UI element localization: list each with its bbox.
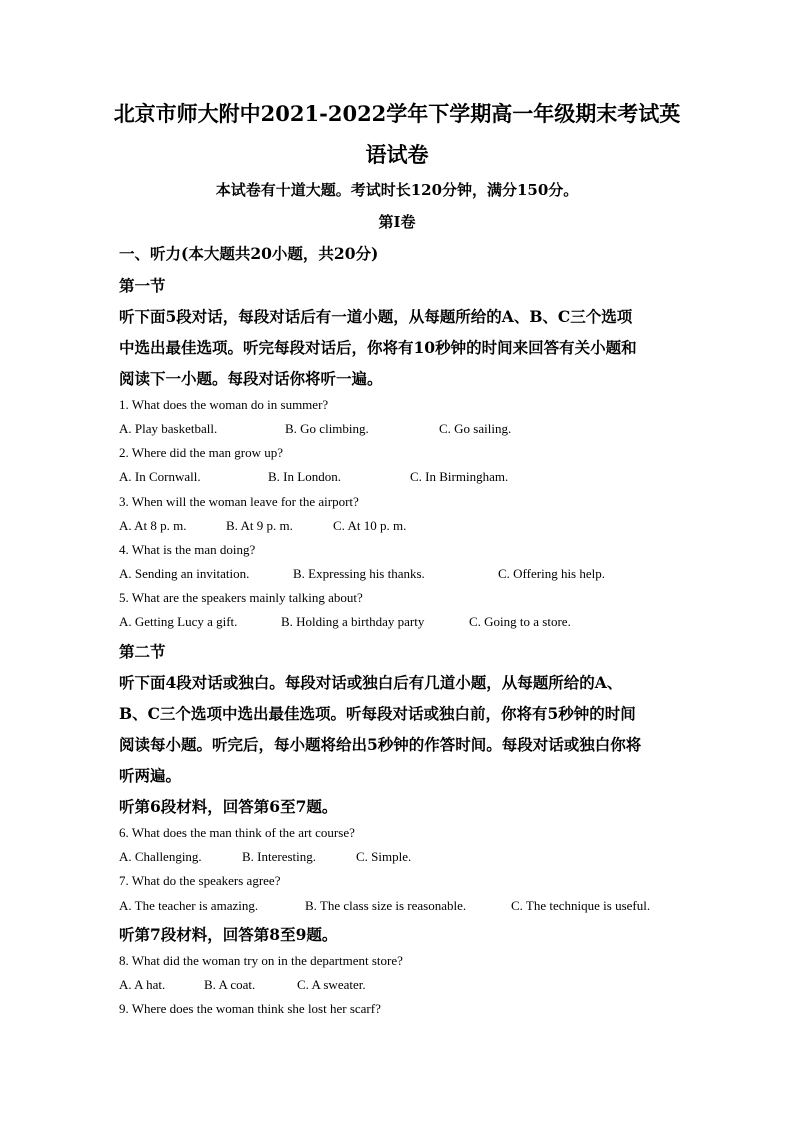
option-c: C. In Birmingham. bbox=[410, 469, 509, 484]
exam-title-line2: 语试卷 bbox=[365, 142, 429, 167]
option-a: A. A hat. bbox=[119, 977, 166, 992]
option-b: B. The class size is reasonable. bbox=[305, 898, 467, 913]
option-b: B. Go climbing. bbox=[285, 421, 369, 436]
question-stem: 3. When will the woman leave for the airport? bbox=[119, 494, 359, 509]
option-c: C. Go sailing. bbox=[439, 421, 512, 436]
part1-instruction-line: 中选出最佳选项。听完每段对话后，你将有10秒钟的时间来回答有关小题和 bbox=[119, 338, 637, 357]
option-c: C. The technique is useful. bbox=[511, 898, 651, 913]
question-stem: 6. What does the man think of the art course? bbox=[119, 825, 355, 840]
part1-instruction-line: 听下面5段对话，每段对话后有一道小题，从每题所给的A、B、C三个选项 bbox=[119, 307, 633, 326]
part2-instruction-line: 听下面4段对话或独白。每段对话或独白后有几道小题，从每题所给的A、 bbox=[119, 673, 623, 692]
option-b: B. In London. bbox=[268, 469, 341, 484]
part2-instruction-line: 阅读每小题。听完后，每小题将给出5秒钟的作答时间。每段对话或独白你将 bbox=[119, 735, 642, 754]
option-b: B. Interesting. bbox=[242, 849, 317, 864]
material-heading: 听第7段材料，回答第8至9题。 bbox=[119, 925, 338, 944]
option-a: A. Play basketball. bbox=[119, 421, 218, 436]
option-a: A. The teacher is amazing. bbox=[119, 898, 259, 913]
question-stem: 5. What are the speakers mainly talking about? bbox=[119, 590, 363, 605]
exam-info: 本试卷有十道大题。考试时长120分钟，满分150分。 bbox=[215, 181, 579, 199]
part2-heading: 第二节 bbox=[119, 642, 166, 661]
exam-title-line1: 北京市师大附中2021-2022学年下学期高一年级期末考试英 bbox=[113, 101, 681, 126]
option-a: A. Getting Lucy a gift. bbox=[119, 614, 238, 629]
part2-instruction-line: 听两遍。 bbox=[119, 766, 182, 785]
option-c: C. At 10 p. m. bbox=[333, 518, 407, 533]
option-a: A. At 8 p. m. bbox=[119, 518, 187, 533]
question-stem: 9. Where does the woman think she lost her scarf? bbox=[119, 1001, 381, 1016]
option-c: C. Simple. bbox=[356, 849, 412, 864]
question-stem: 1. What does the woman do in summer? bbox=[119, 397, 329, 412]
option-b: B. Expressing his thanks. bbox=[293, 566, 425, 581]
question-stem: 8. What did the woman try on in the department store? bbox=[119, 953, 403, 968]
part1-heading: 第一节 bbox=[119, 276, 166, 295]
option-c: C. Going to a store. bbox=[469, 614, 571, 629]
option-b: B. At 9 p. m. bbox=[226, 518, 293, 533]
question-stem: 4. What is the man doing? bbox=[119, 542, 256, 557]
option-a: A. Challenging. bbox=[119, 849, 202, 864]
part1-instruction-line: 阅读下一小题。每段对话你将听一遍。 bbox=[119, 369, 383, 388]
option-c: C. A sweater. bbox=[297, 977, 366, 992]
option-a: A. Sending an invitation. bbox=[119, 566, 250, 581]
option-b: B. Holding a birthday party bbox=[281, 614, 425, 629]
option-a: A. In Cornwall. bbox=[119, 469, 201, 484]
option-b: B. A coat. bbox=[204, 977, 256, 992]
option-c: C. Offering his help. bbox=[498, 566, 605, 581]
volume-label: 第I卷 bbox=[378, 213, 416, 231]
question-stem: 7. What do the speakers agree? bbox=[119, 873, 281, 888]
question-stem: 2. Where did the man grow up? bbox=[119, 445, 284, 460]
section-heading: 一、听力(本大题共20小题，共20分) bbox=[119, 244, 379, 263]
part2-instruction-line: B、C三个选项中选出最佳选项。听每段对话或独白前，你将有5秒钟的时间 bbox=[119, 704, 636, 723]
material-heading: 听第6段材料，回答第6至7题。 bbox=[119, 797, 338, 816]
